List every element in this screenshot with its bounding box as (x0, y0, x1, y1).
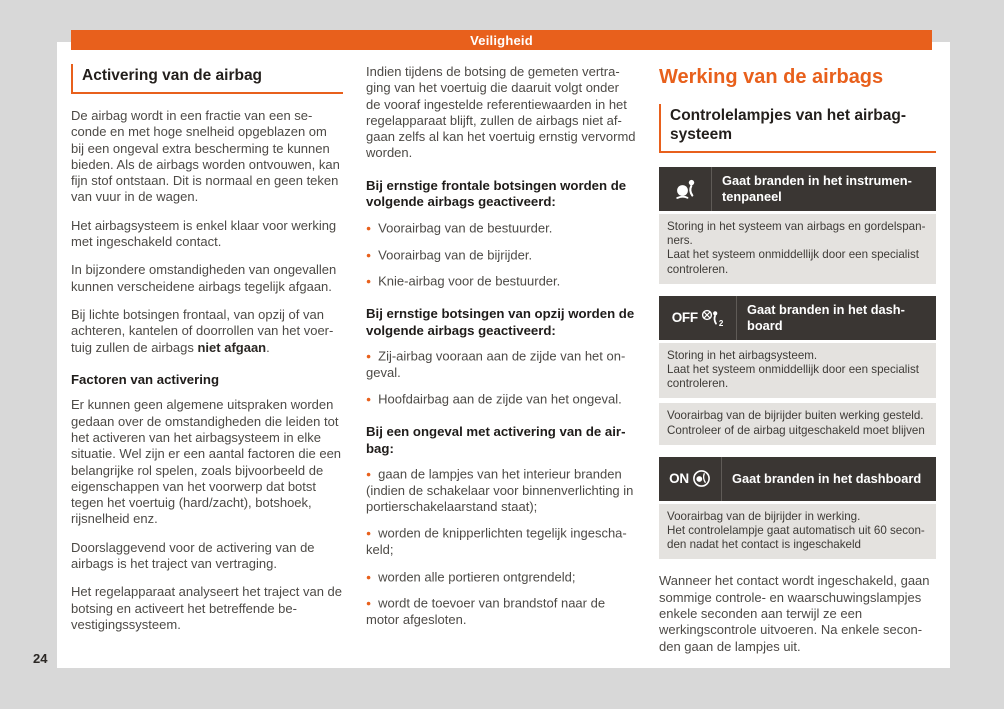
indicator-box-description (659, 343, 936, 399)
indicator-box-title (712, 167, 936, 211)
paragraph-text: Bij lichte botsingen frontaal, van opzij of van achteren, kantelen of doorrollen van het voertuig zullen de airbags (71, 306, 334, 355)
list-item: ● wordt de toevoer van brandstof naar de motor afgesloten. (366, 595, 637, 628)
paragraph: Doorslaggevend voor de activering van de airbags is het traject van vertraging. (71, 539, 315, 572)
description-line: Storing in het airbagsysteem. (667, 348, 818, 362)
description-line: Voorairbag van de bijrijder buiten werking gesteld. (667, 409, 924, 423)
section-heading-controlelampjes (659, 104, 936, 153)
chapter-header-label: Veiligheid (470, 32, 533, 48)
subsection-heading: Bij een ongeval met activering van de airbag: (366, 424, 626, 456)
chapter-header-bar (71, 30, 932, 50)
list-item: ● worden alle portieren ontgrendeld; (366, 569, 637, 586)
indicator-box-title (722, 457, 936, 501)
bullet-list (366, 466, 637, 628)
list-item: ● worden de knipperlichten tegelijk ingeschakeld; (366, 525, 637, 558)
list-item: ● gaan de lampjes van het interieur branden (indien de schakelaar voor binnenverlichting in portierschakelaarstand staat); (366, 466, 637, 515)
paragraph: Het regelapparaat analyseert het traject van de botsing en activeert het betreffende bevestigingssysteem. (71, 584, 343, 632)
off-label: OFF (671, 310, 698, 326)
section-heading-text: Controlelampjes van het airbagsysteem (670, 107, 907, 143)
paragraph: Er kunnen geen algemene uitspraken worden gedaan over de omstandigheden die leiden tot het activeren van het airbagsysteem in elke situatie. Wel zijn er een aantal factoren die een belangrijke rol spelen, zoals bijvoorbeeld de eigenschappen van het voorwerp dat botst tegen het voertuig (hard/zacht), botshoek, rijsnelheid enz. (71, 397, 342, 527)
subsection-heading: Bij ernstige frontale botsingen worden de volgende airbags geactiveerd: (366, 177, 627, 210)
column-right (659, 64, 936, 667)
description-line: Het controlelampje gaat automatisch uit 60 seconden nadat het contact is ingeschakeld (667, 524, 925, 552)
manual-page (57, 42, 950, 668)
indicator-icon-cell (659, 296, 737, 340)
indicator-box-header (659, 167, 936, 211)
indicator-box-description (659, 504, 936, 560)
chapter-title: Werking van de airbags (659, 66, 884, 88)
indicator-box-title-text: Gaat branden in het dashboard (747, 301, 905, 333)
emphasized-text: niet afgaan (197, 339, 267, 355)
indicator-box-header (659, 457, 936, 501)
paragraph (71, 307, 343, 356)
indicator-box-description-secondary (659, 403, 936, 444)
indicator-box-airbag-on (659, 457, 936, 560)
bullet-list (366, 348, 637, 408)
section-heading-activering (71, 64, 343, 94)
indicator-box-airbag-warning (659, 167, 936, 284)
list-item: ● Hoofdairbag aan de zijde van het ongeval. (366, 391, 637, 408)
description-line: Laat het systeem onmiddellijk door een specialist controleren. (667, 248, 919, 276)
indicator-box-header (659, 296, 936, 340)
description-line: Voorairbag van de bijrijder in werking. (667, 509, 861, 523)
section-heading-text: Activering van de airbag (82, 67, 263, 84)
paragraph: De airbag wordt in een fractie van een seconde en met hoge snelheid opgeblazen om bij een ongeval extra bescherming te kunnen bieden. Als de airbags worden ontvouwen, kan fijn stof ontstaan. Dit is normaal en geen teken van vuur in de wagen. (71, 108, 340, 205)
indicator-box-title-text: Gaat branden in het instrumentenpaneel (722, 173, 912, 204)
airbag-warning-icon (673, 178, 698, 200)
paragraph: Het airbagsysteem is enkel klaar voor werking met ingeschakeld contact. (71, 217, 337, 250)
paragraph: Wanneer het contact wordt ingeschakeld, gaan sommige controle- en waarschuwingslampjes enkele seconden aan terwijl ze een werkingscontrole uitvoeren. Na enkele seconden gaan de lampjes uit. (659, 573, 930, 654)
bullet-list (366, 220, 637, 290)
list-item: ● Voorairbag van de bijrijder. (366, 247, 637, 264)
description-line: Storing in het systeem van airbags en gordelspanners. (667, 220, 926, 248)
airbag-off-icon (701, 309, 720, 326)
description-line: Controleer of de airbag uitgeschakeld moet blijven (667, 423, 925, 437)
indicator-box-title-text: Gaat branden in het dashboard (732, 470, 922, 486)
list-item: ● Knie-airbag voor de bestuurder. (366, 273, 637, 290)
description-line: Laat het systeem onmiddellijk door een specialist controleren. (667, 363, 919, 391)
subscript-2: 2 (718, 318, 724, 328)
on-label: ON (669, 471, 689, 487)
list-item: ● Voorairbag van de bestuurder. (366, 220, 637, 237)
subsection-heading: Bij ernstige botsingen van opzij worden de volgende airbags geactiveerd: (366, 306, 635, 338)
airbag-on-icon (692, 469, 711, 488)
paragraph: Indien tijdens de botsing de gemeten vertraging van het voertuig die daaruit volgt onder de vooraf ingestelde referentiewaarden in het regelapparaat blijft, zullen de airbags niet afgaan zelfs al kan het voertuig ernstig vervormd worden. (366, 64, 636, 161)
paragraph: In bijzondere omstandigheden van ongevallen kunnen verscheidene airbags tegelijk afgaan. (71, 262, 337, 294)
column-left (71, 64, 343, 645)
indicator-box-description (659, 214, 936, 284)
indicator-box-airbag-off (659, 296, 936, 445)
subsection-heading: Factoren van activering (71, 371, 220, 387)
list-item: ● Zij-airbag vooraan aan de zijde van het ongeval. (366, 348, 637, 381)
page-number: 24 (33, 651, 48, 666)
paragraph-text: . (266, 339, 270, 355)
indicator-box-title (737, 296, 936, 340)
column-middle (366, 64, 637, 638)
indicator-icon-cell (659, 167, 712, 211)
indicator-icon-cell (659, 457, 722, 501)
